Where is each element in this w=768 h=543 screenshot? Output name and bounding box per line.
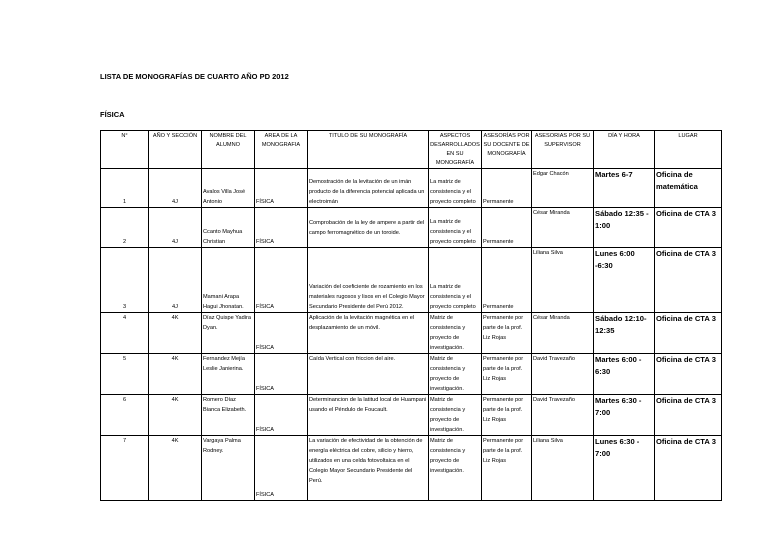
cell-place: Oficina de CTA 3 (655, 313, 722, 354)
cell-monograph-title: La variación de efectividad de la obtención de energía eléctrica del cobre, silicio y hierro, utilizados en una celda fotovoltaica en el Colegio Mayor Secundario Presidente del Perú. (308, 436, 429, 501)
cell-num: 2 (101, 208, 149, 248)
cell-area: FÍSICA (255, 208, 308, 248)
cell-aspects: Matriz de consistencia y proyecto de investigación. (429, 395, 482, 436)
cell-name: Fernandez Mejía Leslie Janierina. (202, 354, 255, 395)
cell-num: 4 (101, 313, 149, 354)
cell-num: 3 (101, 248, 149, 313)
cell-area: FÍSICA (255, 395, 308, 436)
cell-monograph-title: Caída Vertical con friccion del aire. (308, 354, 429, 395)
cell-area: FÍSICA (255, 313, 308, 354)
cell-num: 6 (101, 395, 149, 436)
document-title: LISTA DE MONOGRAFÍAS DE CUARTO AÑO PD 2012 (100, 72, 289, 81)
cell-area: FÍSICA (255, 436, 308, 501)
cell-aspects: La matriz de consistencia y el proyecto completo (429, 208, 482, 248)
cell-grade: 4J (149, 169, 202, 208)
header-monograph-title: TITULO DE SU MONOGRAFÍA (308, 131, 429, 169)
cell-grade: 4K (149, 354, 202, 395)
cell-place: Oficina de CTA 3 (655, 395, 722, 436)
cell-area: FÍSICA (255, 248, 308, 313)
header-name: NOMBRE DEL ALUMNO (202, 131, 255, 169)
cell-day-time: Lunes 6:00 -6:30 (594, 248, 655, 313)
cell-name: Díaz Quispe Yadira Dyan. (202, 313, 255, 354)
table-header-row (101, 131, 722, 169)
section-title: FÍSICA (100, 110, 125, 119)
cell-aspects: La matriz de consistencia y el proyecto completo (429, 248, 482, 313)
table-row (101, 169, 722, 208)
header-area: AREA DE LA MONOGRAFIA (255, 131, 308, 169)
table-row (101, 248, 722, 313)
monograph-table (100, 130, 722, 501)
cell-place: Oficina de CTA 3 (655, 436, 722, 501)
cell-aspects: Matriz de consistencia y proyecto de investigación. (429, 436, 482, 501)
table-row (101, 395, 722, 436)
cell-teacher-advice: Permanente por parte de la prof. Liz Rojas (482, 395, 532, 436)
cell-supervisor-advice: César Miranda (532, 313, 594, 354)
header-aspects: ASPECTOS DESARROLLADOS EN SU MONOGRAFÍA (429, 131, 482, 169)
cell-supervisor-advice: Liliana Silva (532, 248, 594, 313)
cell-place: Oficina de matemática (655, 169, 722, 208)
cell-grade: 4K (149, 313, 202, 354)
cell-monograph-title: Variación del coeficiente de rozamiento en los materiales rugosos y lisos en el Colegio Mayor Secundario Presidente del Perú 2012. (308, 248, 429, 313)
cell-day-time: Martes 6:30 - 7:00 (594, 395, 655, 436)
cell-place: Oficina de CTA 3 (655, 208, 722, 248)
cell-supervisor-advice: César Miranda (532, 208, 594, 248)
header-day-time: DÍA Y HORA (594, 131, 655, 169)
cell-area: FÍSICA (255, 169, 308, 208)
cell-name: Vargaya Palma Rodney. (202, 436, 255, 501)
cell-num: 5 (101, 354, 149, 395)
cell-day-time: Martes 6-7 (594, 169, 655, 208)
header-supervisor-advice: ASESORIAS POR SU SUPERVISOR (532, 131, 594, 169)
cell-name: Mamani Arapa Hagui Jhonatan. (202, 248, 255, 313)
cell-name: Romero Díaz Bianca Elizabeth. (202, 395, 255, 436)
cell-day-time: Sábado 12:35 - 1:00 (594, 208, 655, 248)
cell-day-time: Lunes 6:30 - 7:00 (594, 436, 655, 501)
header-grade: AÑO Y SECCIÓN (149, 131, 202, 169)
cell-place: Oficina de CTA 3 (655, 354, 722, 395)
cell-day-time: Sábado 12:10- 12:35 (594, 313, 655, 354)
cell-grade: 4J (149, 248, 202, 313)
cell-name: Ccanto Mayhua Christian (202, 208, 255, 248)
cell-grade: 4K (149, 436, 202, 501)
table-row (101, 313, 722, 354)
cell-teacher-advice: Permanente (482, 169, 532, 208)
table-row (101, 436, 722, 501)
cell-num: 7 (101, 436, 149, 501)
cell-grade: 4J (149, 208, 202, 248)
cell-grade: 4K (149, 395, 202, 436)
cell-supervisor-advice: David Travezaño (532, 395, 594, 436)
cell-aspects: Matriz de consistencia y proyecto de investigación. (429, 313, 482, 354)
cell-name: Avalos Villa José Antonio (202, 169, 255, 208)
cell-monograph-title: Demostración de la levitación de un imán producto de la diferencia potencial aplicada un electroimán (308, 169, 429, 208)
cell-teacher-advice: Permanente por parte de la prof. Liz Rojas (482, 436, 532, 501)
cell-place: Oficina de CTA 3 (655, 248, 722, 313)
cell-area: FÍSICA (255, 354, 308, 395)
cell-monograph-title: Comprobación de la ley de ampere a partir del campo ferromagnético de un toroide. (308, 208, 429, 248)
table-row (101, 208, 722, 248)
cell-aspects: Matriz de consistencia y proyecto de investigación. (429, 354, 482, 395)
header-teacher-advice: ASESORÍAS POR SU DOCENTE DE MONOGRAFÍA (482, 131, 532, 169)
cell-teacher-advice: Permanente por parte de la prof. Liz Rojas (482, 354, 532, 395)
cell-num: 1 (101, 169, 149, 208)
cell-supervisor-advice: David Travezaño (532, 354, 594, 395)
cell-teacher-advice: Permanente (482, 208, 532, 248)
cell-monograph-title: Determinancion de la latitud local de Huampani usando el Péndulo de Foucault. (308, 395, 429, 436)
cell-supervisor-advice: Edgar Chacón (532, 169, 594, 208)
cell-aspects: La matriz de consistencia y el proyecto completo (429, 169, 482, 208)
cell-monograph-title: Aplicación de la levitación magnética en el desplazamiento de un móvil. (308, 313, 429, 354)
header-place: LUGAR (655, 131, 722, 169)
table-row (101, 354, 722, 395)
cell-supervisor-advice: Liliana Silva (532, 436, 594, 501)
header-num: N° (101, 131, 149, 169)
cell-day-time: Martes 6:00 - 6:30 (594, 354, 655, 395)
cell-teacher-advice: Permanente (482, 248, 532, 313)
cell-teacher-advice: Permanente por parte de la prof. Liz Rojas (482, 313, 532, 354)
